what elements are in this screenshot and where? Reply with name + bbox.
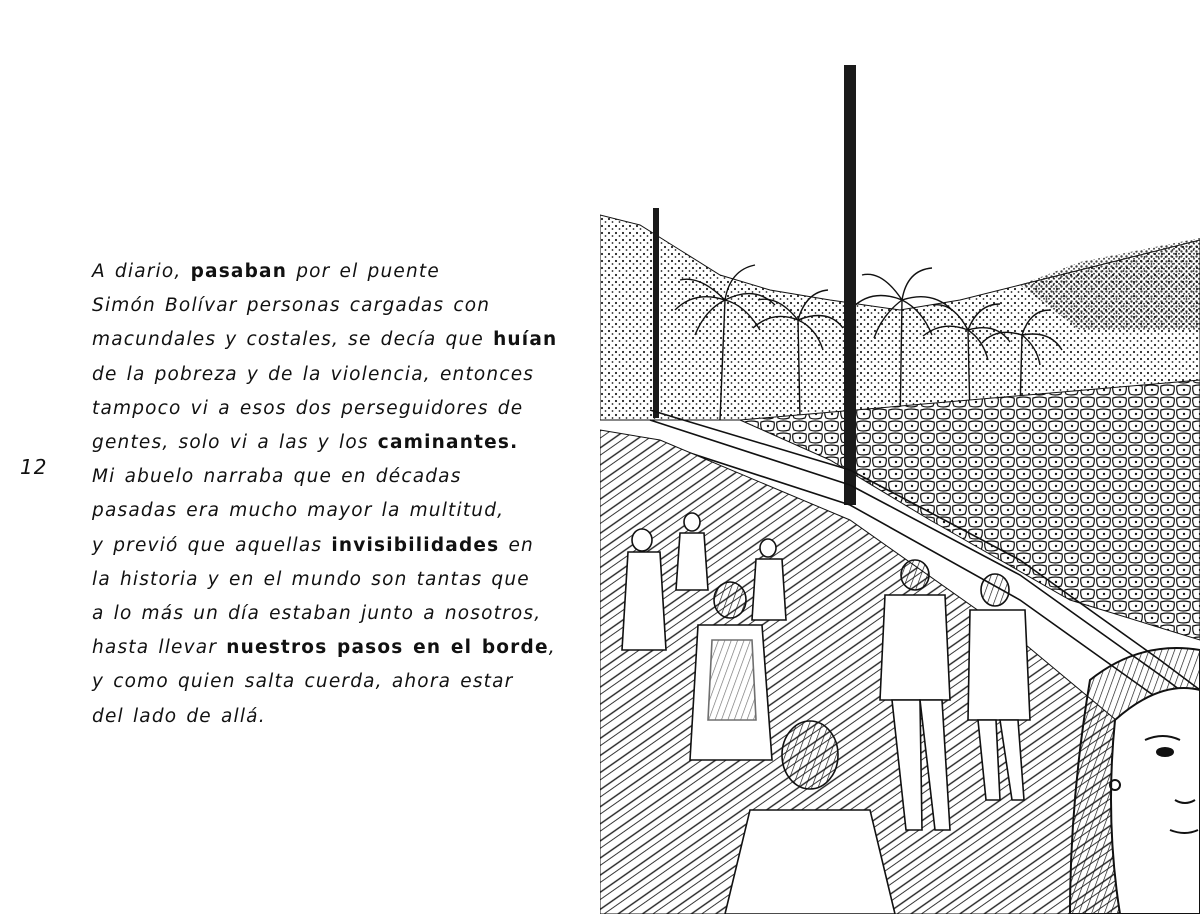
- text-run: en: [499, 534, 534, 556]
- emphasized-word: nuestros pasos en el borde: [226, 637, 549, 659]
- paragraph-line: [92, 255, 562, 289]
- paragraph-line: [92, 563, 562, 597]
- text-run: y previó que aquellas: [92, 534, 332, 556]
- paragraph-line: [92, 426, 562, 460]
- woman-portrait: [1070, 648, 1200, 914]
- emphasized-word: pasaban: [190, 261, 288, 282]
- emphasized-word: invisibilidades: [331, 534, 500, 556]
- text-run: Simón Bolívar personas cargadas con: [92, 295, 491, 317]
- paragraph-line: [92, 597, 562, 631]
- paragraph-line: [92, 289, 562, 323]
- text-run: hasta llevar: [92, 637, 227, 659]
- text-run: ,: [548, 637, 556, 659]
- paragraph-line: [92, 631, 562, 665]
- text-run: a lo más un día estaban junto a nosotros,: [92, 603, 542, 625]
- paragraph-line: [92, 665, 562, 699]
- text-run: gentes, solo vi a las y los: [92, 432, 378, 454]
- paragraph-line: [92, 392, 562, 426]
- text-run: pasadas era mucho mayor la multitud,: [92, 500, 505, 522]
- text-run: tampoco vi a esos dos perseguidores de: [92, 397, 524, 419]
- text-run: y como quien salta cuerda, ahora estar: [92, 671, 514, 693]
- paragraph-line: [92, 700, 562, 734]
- emphasized-word: huían: [493, 329, 558, 351]
- paragraph-line: [92, 358, 562, 392]
- lamp-post: [844, 65, 856, 505]
- paragraph-line: [92, 494, 562, 528]
- text-run: macundales y costales, se decía que: [92, 329, 494, 351]
- emphasized-word: caminantes.: [377, 432, 519, 454]
- text-run: de la pobreza y de la violencia, entonces: [92, 363, 535, 385]
- text-run: A diario,: [92, 261, 191, 282]
- page-number: 12: [20, 455, 48, 479]
- body-paragraph: [92, 255, 562, 734]
- text-run: del lado de allá.: [92, 705, 266, 727]
- text-run: la historia y en el mundo son tantas que: [92, 568, 530, 590]
- paragraph-line: [92, 460, 562, 494]
- illustration-bridge-walkers: [600, 0, 1200, 914]
- paragraph-line: [92, 529, 562, 563]
- text-run: por el puente: [287, 261, 440, 282]
- paragraph-line: [92, 323, 562, 357]
- text-run: Mi abuelo narraba que en décadas: [92, 466, 462, 488]
